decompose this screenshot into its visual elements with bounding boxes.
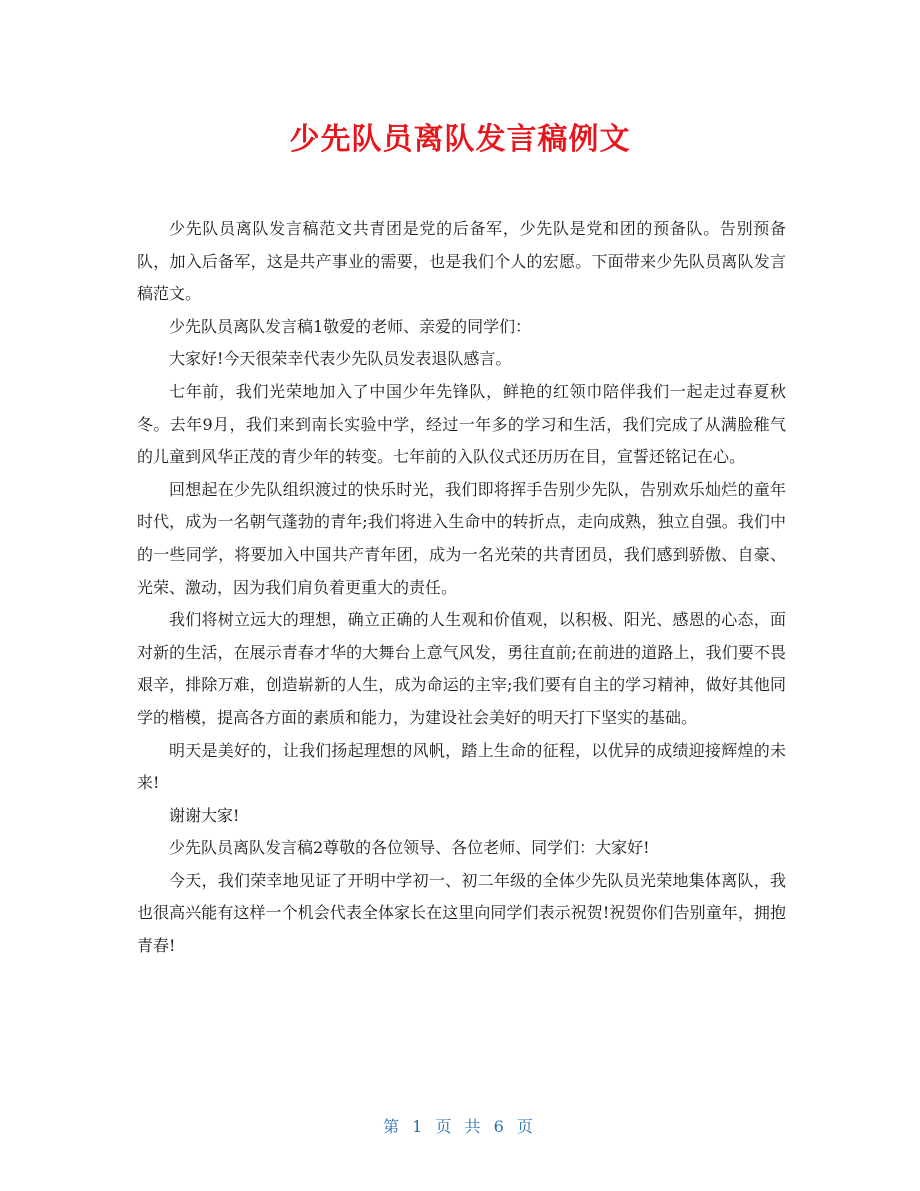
paragraph-seven-years-ago: 七年前，我们光荣地加入了中国少年先锋队，鲜艳的红领巾陪伴我们一起走过春夏秋冬。去年9月，我们来到南长实验中学，经过一年多的学习和生活，我们完成了从满脸稚气的儿童到风华正茂的青少年的转变。七年前的入队仪式还历历在目，宣誓还铭记在心。 <box>137 381 786 467</box>
paragraph-speech1-heading: 少先队员离队发言稿1敬爱的老师、亲爱的同学们： <box>169 316 532 336</box>
document-body <box>137 213 786 963</box>
paragraph-speech2-heading: 少先队员离队发言稿2尊敬的各位领导、各位老师、同学们：大家好! <box>169 838 650 858</box>
paragraph-ideals: 我们将树立远大的理想，确立正确的人生观和价值观，以积极、阳光、感恩的心态，面对新的生活，在展示青春才华的大舞台上意气风发，勇往直前;在前进的道路上，我们要不畏艰辛，排除万难，创造崭新的人生，成为命运的主宰;我们要有自主的学习精神，做好其他同学的楷模，提高各方面的素质和能力，为建设社会美好的明天打下坚实的基础。 <box>137 610 786 727</box>
paragraph-greeting: 大家好!今天很荣幸代表少先队员发表退队感言。 <box>169 349 512 369</box>
document-title: 少先队员离队发言稿例文 <box>289 122 631 157</box>
paragraph-today: 今天，我们荣幸地见证了开明中学初一、初二年级的全体少先队员光荣地集体离队，我也很高兴能有这样一个机会代表全体家长在这里向同学们表示祝贺!祝贺你们告别童年，拥抱青春! <box>137 870 786 956</box>
paragraph-thanks: 谢谢大家! <box>169 805 240 825</box>
paragraph-recall: 回想起在少先队组织渡过的快乐时光，我们即将挥手告别少先队，告别欢乐灿烂的童年时代，成为一名朝气蓬勃的青年;我们将进入生命中的转折点，走向成熟，独立自强。我们中的一些同学，将要加入中国共产青年团，成为一名光荣的共青团员，我们感到骄傲、自豪、光荣、激动，因为我们肩负着更重大的责任。 <box>137 479 786 597</box>
page-number-footer: 第 1 页 共 6 页 <box>383 1117 537 1136</box>
paragraph-intro: 少先队员离队发言稿范文共青团是党的后备军，少先队是党和团的预备队。告别预备队，加入后备军，这是共产事业的需要，也是我们个人的宏愿。下面带来少先队员离队发言稿范文。 <box>137 219 786 304</box>
paragraph-tomorrow: 明天是美好的，让我们扬起理想的风帆，踏上生命的征程，以优异的成绩迎接辉煌的未来! <box>137 740 786 793</box>
